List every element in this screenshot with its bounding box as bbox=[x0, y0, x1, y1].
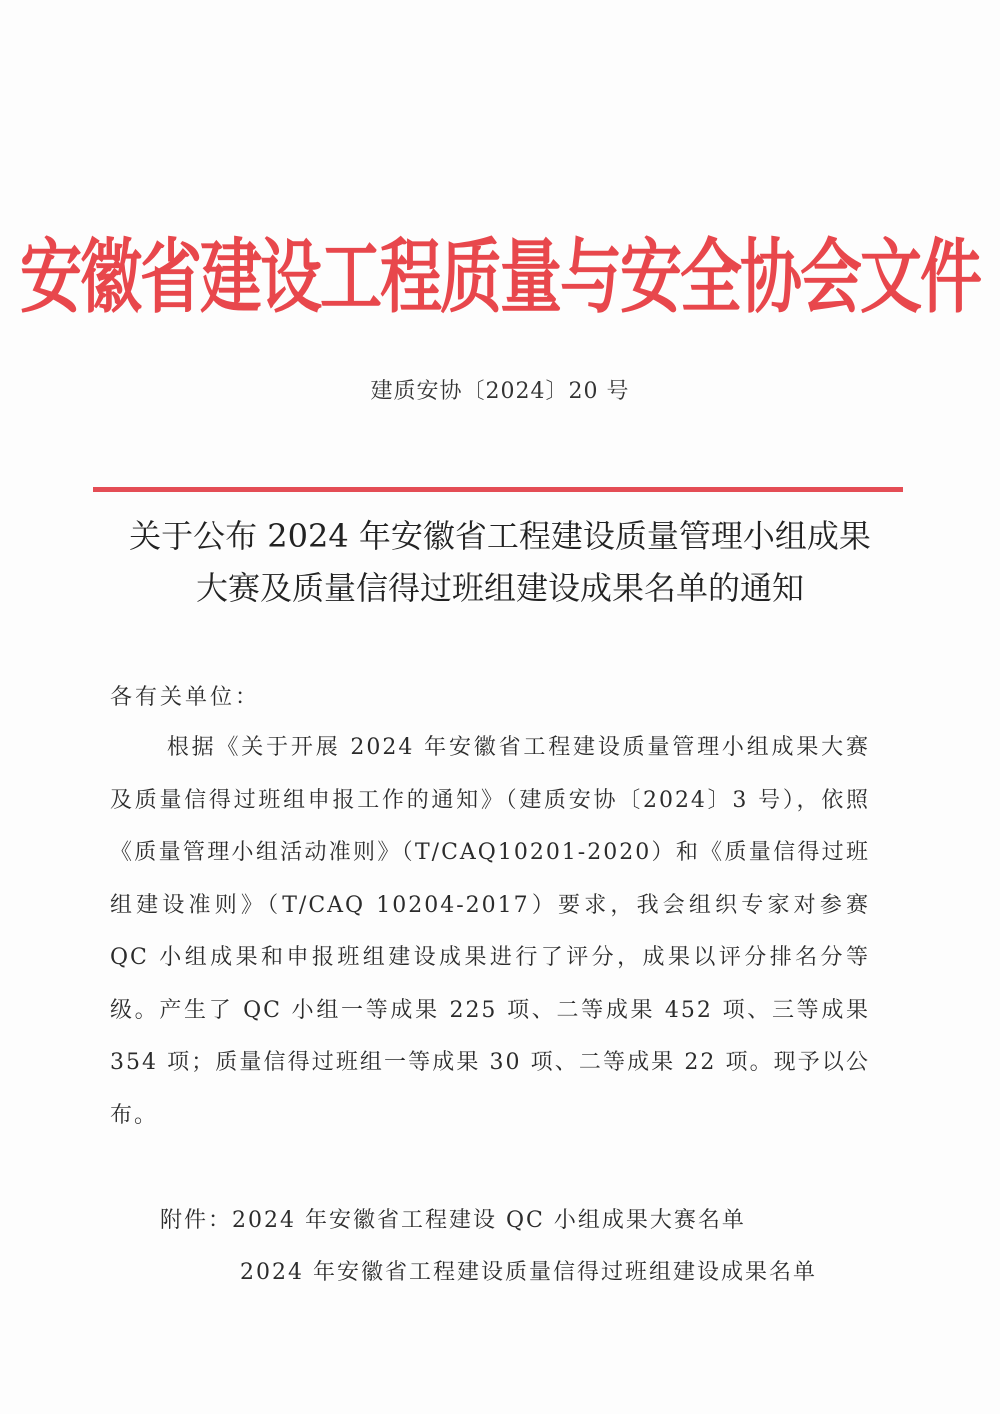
body-text: 根据《关于开展 2024 年安徽省工程建设质量管理小组成果大赛及质量信得过班组申报工作的通知》（建质安协〔2024〕3 号），依照《质量管理小组活动准则》（T/CAQ10201-2020）和《质量信得过班组建设准则》（T/CAQ 10204-2017）要求，我会组织专家对参赛 QC 小组成果和申报班组建设成果进行了评分，成果以评分排名分等级。产生了 QC 小组一等成果 225 项、二等成果 452 项、三等成果 354 项；质量信得过班组一等成果 30 项、二等成果 22 项。现予以公布。 bbox=[110, 735, 870, 1128]
attachment-item-2: 2024 年安徽省工程建设质量信得过班组建设成果名单 bbox=[240, 1260, 817, 1285]
notice-title-line-2: 大赛及质量信得过班组建设成果名单的通知 bbox=[195, 569, 804, 607]
red-divider-line bbox=[93, 487, 903, 492]
notice-title-line-1: 关于公布 2024 年安徽省工程建设质量管理小组成果 bbox=[129, 517, 871, 555]
attachment-item-1: 2024 年安徽省工程建设 QC 小组成果大赛名单 bbox=[232, 1208, 746, 1233]
body-paragraph bbox=[110, 722, 870, 1142]
attachment-row-2 bbox=[160, 1247, 880, 1299]
attachments-section bbox=[160, 1195, 880, 1299]
document-number: 建质安协〔2024〕20 号 bbox=[370, 379, 630, 404]
salutation: 各有关单位： bbox=[110, 685, 261, 710]
notice-title bbox=[80, 510, 920, 614]
attachments-label: 附件： bbox=[160, 1208, 233, 1233]
letterhead-title: 安徽省建设工程质量与安全协会文件 bbox=[20, 229, 981, 324]
attachment-row-1 bbox=[160, 1195, 880, 1247]
